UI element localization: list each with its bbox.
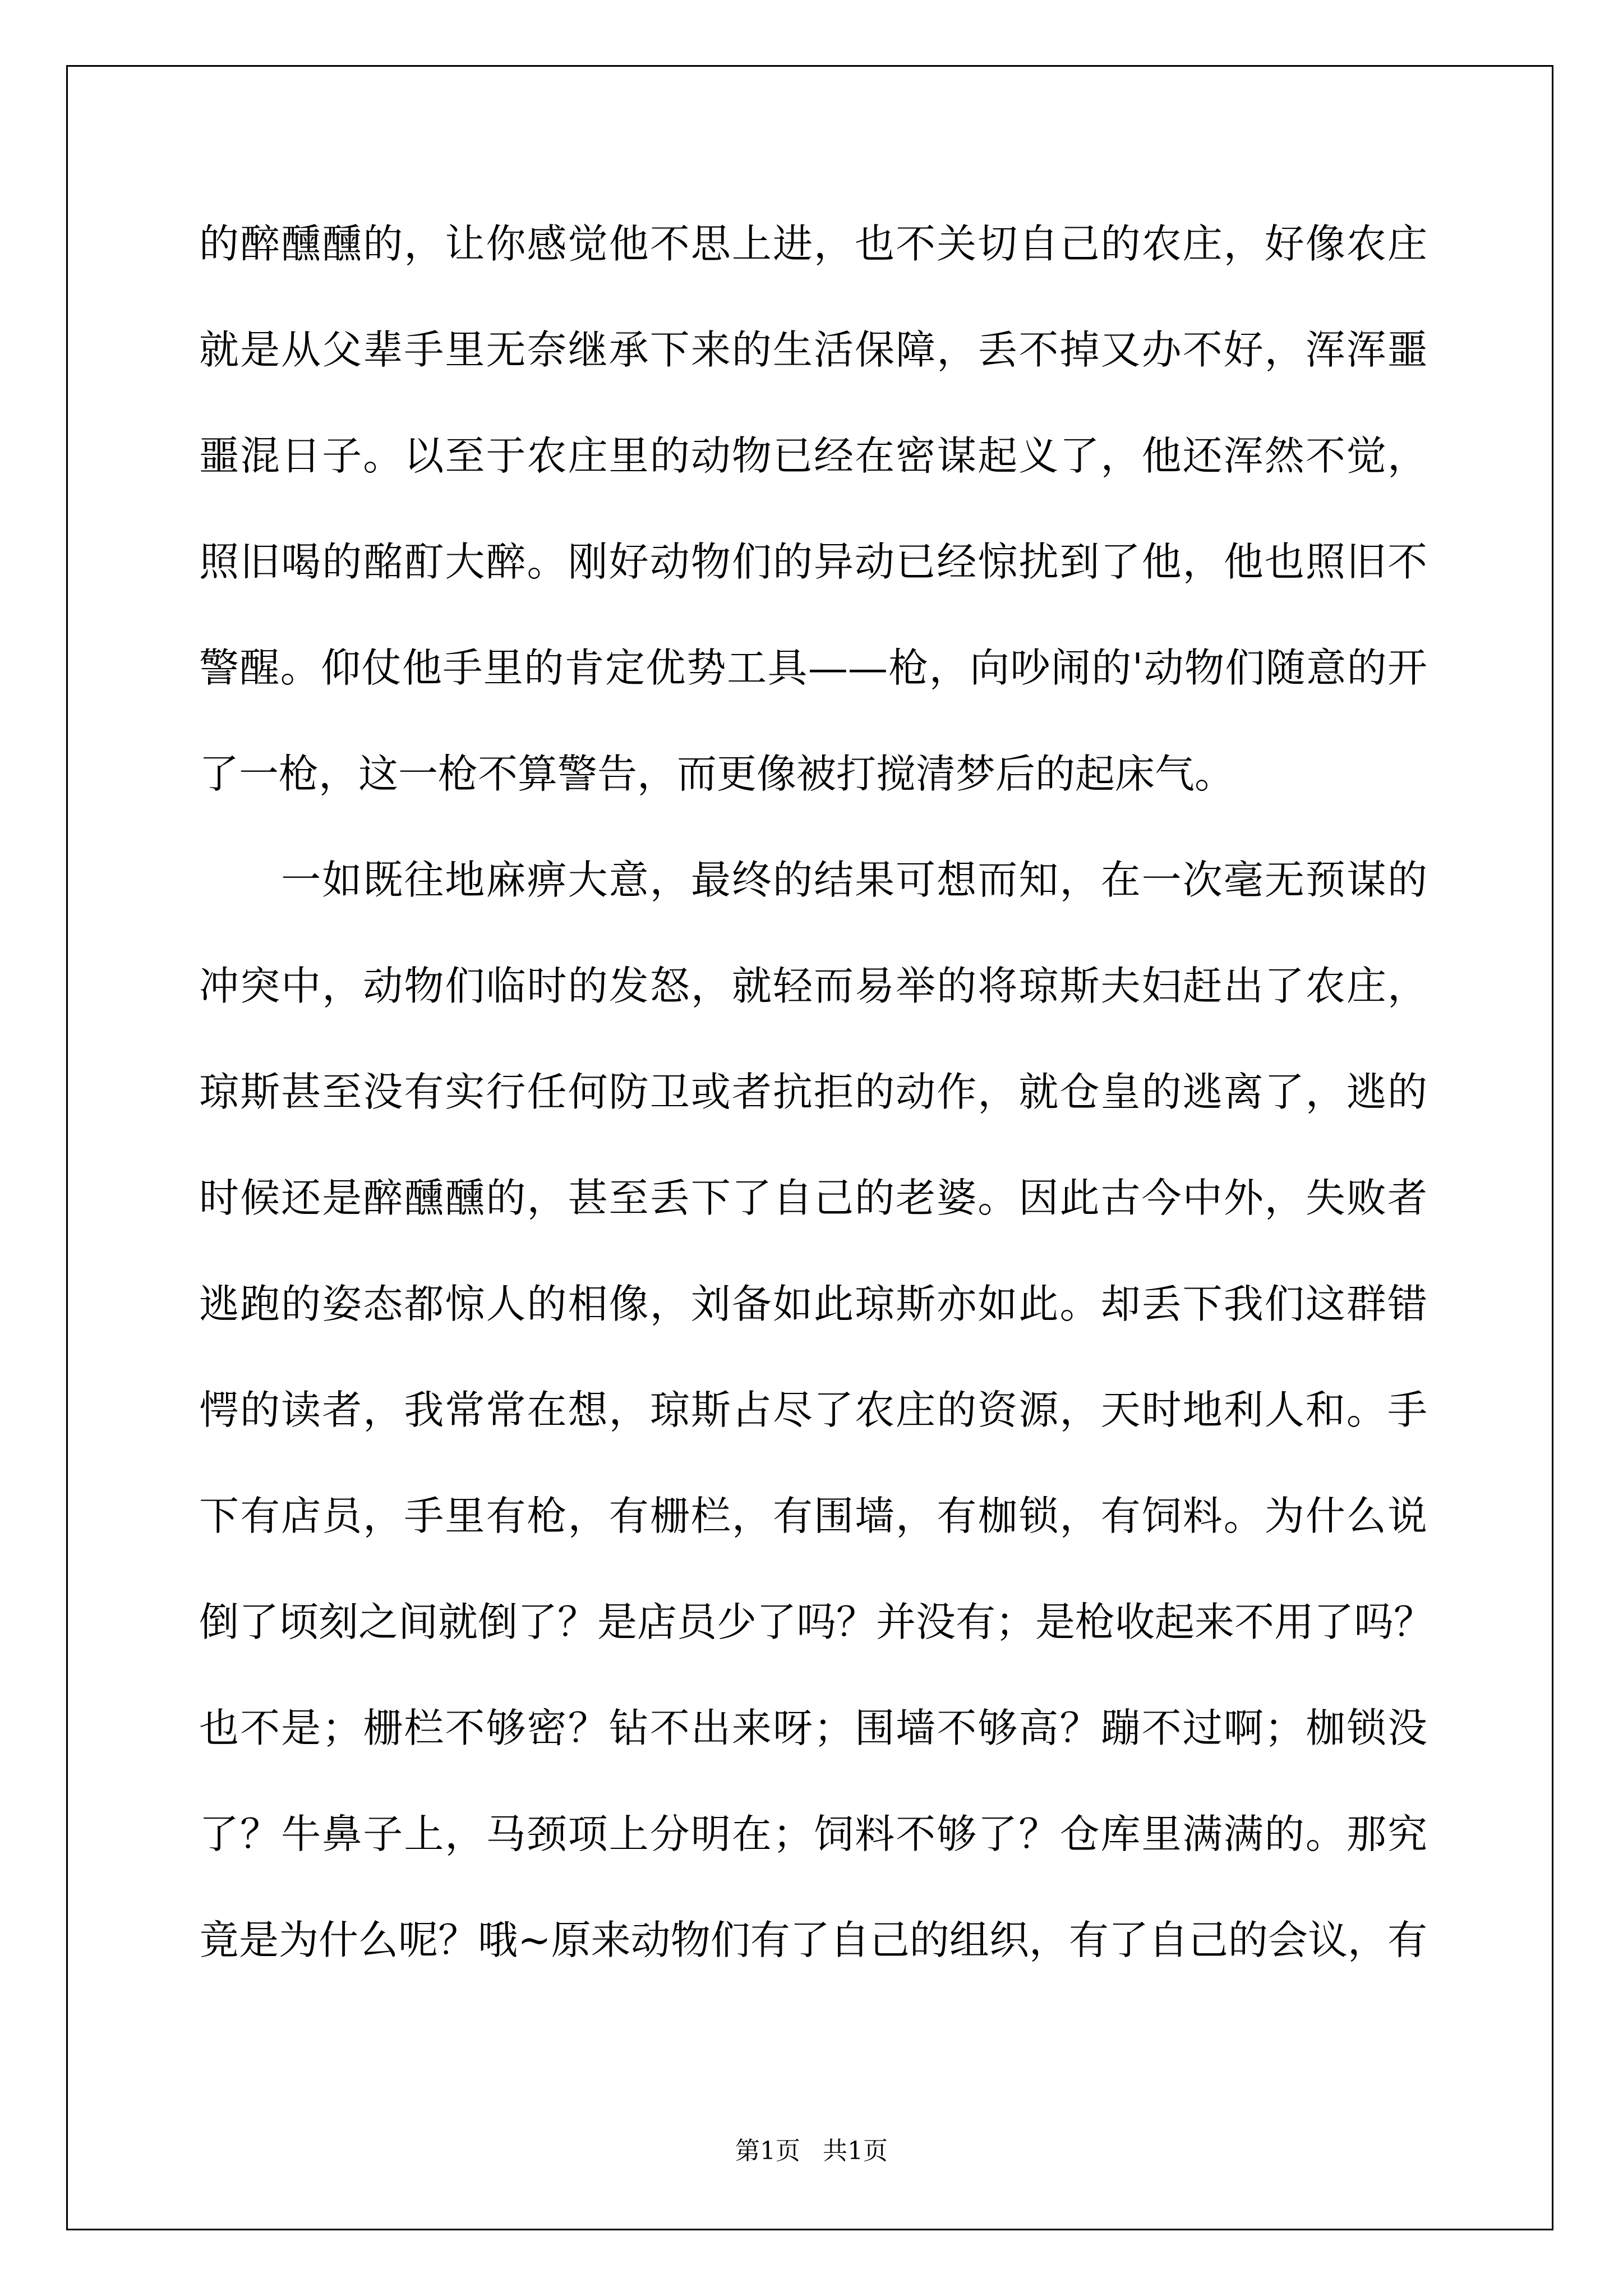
- text-line: 倒了顷刻之间就倒了？是店员少了吗？并没有；是枪收起来不用了吗？: [199, 1599, 1434, 1645]
- text-line: 下有店员，手里有枪，有栅栏，有围墙，有枷锁，有饲料。为什么说: [199, 1493, 1427, 1539]
- body-text: [199, 191, 1434, 1993]
- text-line: 的醉醺醺的，让你感觉他不思上进，也不关切自己的农庄，好像农庄: [199, 220, 1427, 267]
- text-line: 了一枪，这一枪不算警告，而更像被打搅清梦后的起床气。: [199, 751, 1235, 797]
- page-number: 第1页: [735, 2137, 800, 2165]
- text-line: 照旧喝的酩酊大醉。刚好动物们的异动已经惊扰到了他，他也照旧不: [199, 539, 1427, 585]
- text-line: 就是从父辈手里无奈继承下来的生活保障，丢不掉又办不好，浑浑噩: [199, 326, 1427, 373]
- text-line: 警醒。仰仗他手里的肯定优势工具——枪，向吵闹的'动物们随意的开: [199, 645, 1427, 691]
- text-line: 愕的读者，我常常在想，琼斯占尽了农庄的资源，天时地利人和。手: [199, 1387, 1427, 1433]
- text-line: 冲突中，动物们临时的发怒，就轻而易举的将琼斯夫妇赶出了农庄，: [199, 963, 1427, 1009]
- page-total: 共1页: [823, 2137, 888, 2165]
- page-footer: [0, 2131, 1623, 2166]
- text-line: 时候还是醉醺醺的，甚至丢下了自己的老婆。因此古今中外，失败者: [199, 1175, 1427, 1221]
- text-line: 竟是为什么呢？哦~原来动物们有了自己的组织，有了自己的会议，有: [199, 1917, 1427, 1963]
- text-line: 琼斯甚至没有实行任何防卫或者抗拒的动作，就仓皇的逃离了，逃的: [199, 1069, 1427, 1115]
- text-line: 噩混日子。以至于农庄里的动物已经在密谋起义了，他还浑然不觉，: [199, 432, 1427, 479]
- text-line: 也不是；栅栏不够密？钻不出来呀；围墙不够高？蹦不过啊；枷锁没: [199, 1705, 1427, 1751]
- text-line: 逃跑的姿态都惊人的相像，刘备如此琼斯亦如此。却丢下我们这群错: [199, 1281, 1427, 1327]
- text-line: 一如既往地麻痹大意，最终的结果可想而知，在一次毫无预谋的: [199, 857, 1427, 903]
- text-line: 了？牛鼻子上，马颈项上分明在；饲料不够了？仓库里满满的。那究: [199, 1811, 1427, 1857]
